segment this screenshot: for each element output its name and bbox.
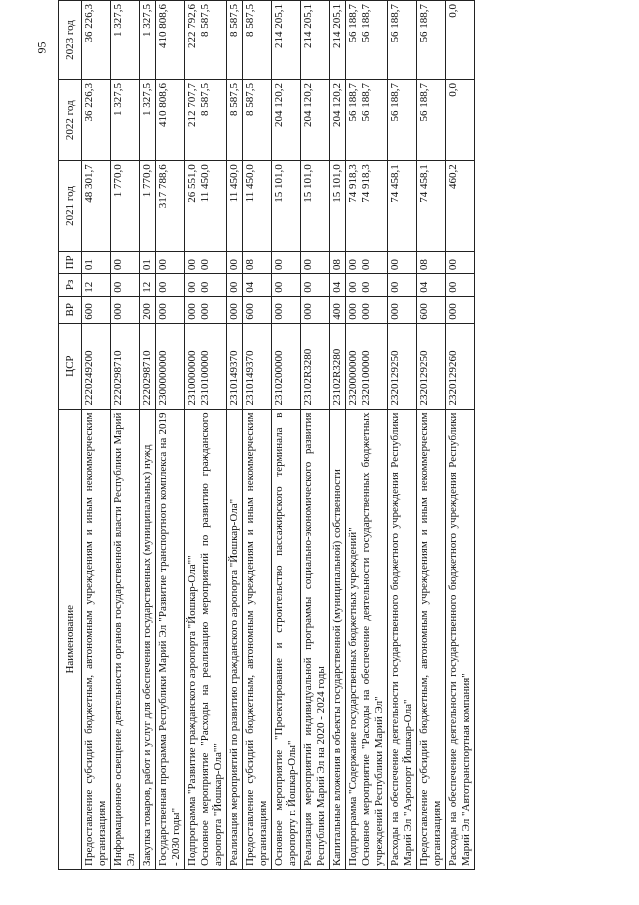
row-name: Предоставление субсидий бюджетным, автономным учреждениям и иным некоммерческим организациям [82, 409, 111, 869]
header-vr: ВР [59, 296, 82, 323]
row-name: Расходы на обеспечение деятельности государственного бюджетного учреждения Республики Марий Эл "Аэропорт Йошкар-Ола" [388, 409, 417, 869]
row-csr: 2220298710 [140, 323, 156, 409]
header-row [59, 1, 82, 870]
row-vr: 000 [446, 296, 475, 323]
row-2022: 204 120,2 [272, 80, 301, 161]
row-pr: 01 [82, 251, 111, 274]
table-row [185, 1, 227, 870]
row-2023: 8 587,5 [243, 1, 272, 80]
row-2021: 11 450,0 [227, 161, 243, 251]
row-2021: 15 101,0 [272, 161, 301, 251]
row-2023: 8 587,5 [227, 1, 243, 80]
row-pr: 00 [272, 251, 301, 274]
row-2023: 1 327,5 [111, 1, 140, 80]
table-row [243, 1, 272, 870]
row-name: Реализация мероприятий по развитию гражданского аэропорта "Йошкар-Ола" [227, 409, 243, 869]
table-row [388, 1, 417, 870]
row-csr: 2300000000 [156, 323, 185, 409]
row-vr: 000 [111, 296, 140, 323]
row-name: Информационное освещение деятельности органов государственной власти Республики Марий Эл [111, 409, 140, 869]
row-csr: 2320129250 [417, 323, 446, 409]
row-rz: 00 [272, 274, 301, 297]
row-2021: 15 101,0 [301, 161, 330, 251]
row-vr: 000 [227, 296, 243, 323]
table-row [272, 1, 301, 870]
row-name: Подпрограмма "Содержание государственных бюджетных учреждений" Основное мероприятие "Расходы на обеспечение деятельности государственных бюджетных учреждений Республики Марий Эл" [346, 409, 388, 869]
row-2023: 36 226,3 [82, 1, 111, 80]
row-2023: 56 188,7 [388, 1, 417, 80]
table-row [140, 1, 156, 870]
row-vr: 000 [301, 296, 330, 323]
row-rz: 00 00 [346, 274, 388, 297]
table-row [111, 1, 140, 870]
row-vr: 600 [243, 296, 272, 323]
row-2023: 410 808,6 [156, 1, 185, 80]
row-2022: 410 808,6 [156, 80, 185, 161]
row-2023: 1 327,5 [140, 1, 156, 80]
row-2022: 56 188,7 [417, 80, 446, 161]
header-name: Наименование [59, 409, 82, 869]
row-csr: 2320000000 2320100000 [346, 323, 388, 409]
row-rz: 04 [330, 274, 346, 297]
row-pr: 00 [111, 251, 140, 274]
row-name: Реализация мероприятий индивидуальной программы социально-экономического развития Республики Марий Эл на 2020 - 2024 годы [301, 409, 330, 869]
row-vr: 000 [388, 296, 417, 323]
row-csr: 2310200000 [272, 323, 301, 409]
row-2022: 204 120,2 [330, 80, 346, 161]
row-2021: 74 918,3 74 918,3 [346, 161, 388, 251]
table-row [301, 1, 330, 870]
row-vr: 000 000 [346, 296, 388, 323]
row-vr: 200 [140, 296, 156, 323]
row-2022: 212 707,7 8 587,5 [185, 80, 227, 161]
row-2023: 214 205,1 [330, 1, 346, 80]
row-rz: 04 [243, 274, 272, 297]
row-2022: 36 226,3 [82, 80, 111, 161]
row-rz: 00 00 [185, 274, 227, 297]
header-2021: 2021 год [59, 161, 82, 251]
row-pr: 08 [417, 251, 446, 274]
row-name: Капитальные вложения в объекты государственной (муниципальной) собственности [330, 409, 346, 869]
row-rz: 12 [140, 274, 156, 297]
table-row [330, 1, 346, 870]
row-csr: 2310149370 [243, 323, 272, 409]
row-2022: 0,0 [446, 80, 475, 161]
row-name: Государственная программа Республики Марий Эл "Развитие транспортного комплекса на 2019 - 2030 годы" [156, 409, 185, 869]
row-pr: 08 [330, 251, 346, 274]
row-csr: 2220298710 [111, 323, 140, 409]
row-csr: 2320129260 [446, 323, 475, 409]
row-2021: 26 551,0 11 450,0 [185, 161, 227, 251]
row-pr: 08 [243, 251, 272, 274]
row-csr: 23102R3280 [330, 323, 346, 409]
row-2022: 8 587,5 [243, 80, 272, 161]
row-name: Предоставление субсидий бюджетным, автономным учреждениям и иным некоммерческим организациям [417, 409, 446, 869]
table-row [82, 1, 111, 870]
row-2021: 460,2 [446, 161, 475, 251]
row-vr: 600 [82, 296, 111, 323]
row-2023: 222 792,6 8 587,5 [185, 1, 227, 80]
row-2023: 0,0 [446, 1, 475, 80]
row-rz: 00 [446, 274, 475, 297]
row-2022: 8 587,5 [227, 80, 243, 161]
row-name: Подпрограмма "Развитие гражданского аэропорта "Йошкар-Ола"" Основное мероприятие "Расходы на реализацию мероприятий по развитию гражданского аэропорта "Йошкар-Ола"" [185, 409, 227, 869]
row-pr: 00 [446, 251, 475, 274]
header-pr: ПР [59, 251, 82, 274]
row-vr: 000 [156, 296, 185, 323]
table-row [156, 1, 185, 870]
row-pr: 00 [156, 251, 185, 274]
row-name: Предоставление субсидий бюджетным, автономным учреждениям и иным некоммерческим организациям [243, 409, 272, 869]
row-pr: 00 [388, 251, 417, 274]
row-csr: 2310000000 2310100000 [185, 323, 227, 409]
row-vr: 600 [417, 296, 446, 323]
row-2021: 1 770,0 [111, 161, 140, 251]
row-vr: 400 [330, 296, 346, 323]
row-rz: 00 [301, 274, 330, 297]
row-2021: 74 458,1 [388, 161, 417, 251]
row-2021: 15 101,0 [330, 161, 346, 251]
row-2021: 1 770,0 [140, 161, 156, 251]
row-2023: 214 205,1 [301, 1, 330, 80]
row-rz: 04 [417, 274, 446, 297]
row-2021: 317 788,6 [156, 161, 185, 251]
row-rz: 00 [227, 274, 243, 297]
header-csr: ЦСР [59, 323, 82, 409]
header-2023: 2023 год [59, 1, 82, 80]
row-2022: 56 188,7 56 188,7 [346, 80, 388, 161]
row-2023: 214 205,1 [272, 1, 301, 80]
row-rz: 00 [388, 274, 417, 297]
table-row [227, 1, 243, 870]
table-header [59, 1, 82, 870]
row-rz: 00 [111, 274, 140, 297]
row-name: Закупка товаров, работ и услуг для обеспечения государственных (муниципальных) нужд [140, 409, 156, 869]
row-vr: 000 [272, 296, 301, 323]
row-name: Расходы на обеспечение деятельности государственного бюджетного учреждения Республики Марий Эл "Автотранспортная компания" [446, 409, 475, 869]
row-2022: 1 327,5 [140, 80, 156, 161]
row-rz: 12 [82, 274, 111, 297]
row-pr: 00 [227, 251, 243, 274]
rotated-page-content [58, 0, 572, 870]
row-2021: 11 450,0 [243, 161, 272, 251]
row-csr: 2320129250 [388, 323, 417, 409]
row-name: Основное мероприятие "Проектирование и строительство пассажирского терминала в аэропорту г. Йошкар-Олы" [272, 409, 301, 869]
row-pr: 00 [301, 251, 330, 274]
row-rz: 00 [156, 274, 185, 297]
row-2023: 56 188,7 [417, 1, 446, 80]
row-csr: 2310149370 [227, 323, 243, 409]
row-2022: 1 327,5 [111, 80, 140, 161]
table-row [417, 1, 446, 870]
row-2022: 204 120,2 [301, 80, 330, 161]
row-2021: 74 458,1 [417, 161, 446, 251]
table-row [446, 1, 475, 870]
row-pr: 00 00 [185, 251, 227, 274]
budget-table [58, 0, 475, 870]
row-2021: 48 301,7 [82, 161, 111, 251]
row-2022: 56 188,7 [388, 80, 417, 161]
row-csr: 2220249200 [82, 323, 111, 409]
page-number: 95 [34, 41, 49, 54]
row-vr: 000 000 [185, 296, 227, 323]
table-row [346, 1, 388, 870]
table-body [82, 1, 475, 870]
row-pr: 01 [140, 251, 156, 274]
row-csr: 23102R3280 [301, 323, 330, 409]
header-2022: 2022 год [59, 80, 82, 161]
row-pr: 00 00 [346, 251, 388, 274]
header-rz: Рз [59, 274, 82, 297]
row-2023: 56 188,7 56 188,7 [346, 1, 388, 80]
